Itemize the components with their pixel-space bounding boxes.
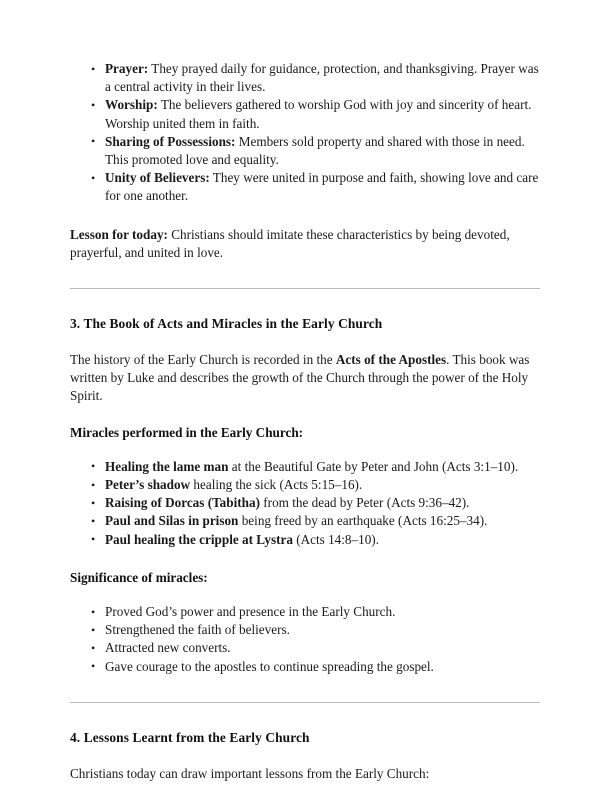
list-item-term: Healing the lame man bbox=[105, 458, 229, 474]
significance-subheading: Significance of miracles: bbox=[70, 569, 208, 585]
spacer bbox=[70, 676, 540, 702]
list-item-text: from the dead by Peter (Acts 9:36–42). bbox=[259, 495, 470, 511]
spacer bbox=[70, 587, 540, 603]
significance-list bbox=[70, 603, 540, 676]
list-item-text: Proved God’s power and presence in the Early Church. bbox=[105, 604, 396, 620]
list-item-text: being freed by an earthquake (Acts 16:25–34). bbox=[238, 513, 488, 529]
list-item-term: Worship: bbox=[105, 97, 158, 113]
acts-of-the-apostles-emphasis: Acts of the Apostles bbox=[335, 352, 447, 368]
section-3-heading: 3. The Book of Acts and Miracles in the Early Church bbox=[70, 316, 383, 332]
list-item bbox=[70, 531, 540, 549]
list-item-text: The believers gathered to worship God with joy and sincerity of heart. Worship united them in faith. bbox=[105, 97, 532, 131]
list-item bbox=[70, 512, 540, 530]
list-item-text: They prayed daily for guidance, protection, and thanksgiving. Prayer was a central activity in their lives. bbox=[105, 61, 539, 95]
list-item bbox=[70, 169, 540, 205]
list-item-term: Raising of Dorcas (Tabitha) bbox=[105, 495, 260, 511]
list-item-text: healing the sick (Acts 5:15–16). bbox=[190, 477, 363, 493]
list-item-term: Unity of Believers: bbox=[105, 170, 210, 186]
list-item-text: Members sold property and shared with those in need. This promoted love and equality. bbox=[105, 133, 525, 168]
list-item-term: Peter’s shadow bbox=[105, 477, 191, 493]
characteristics-list bbox=[70, 60, 540, 206]
list-item-term: Paul healing the cripple at Lystra bbox=[105, 531, 293, 547]
section-4-heading: 4. Lessons Learnt from the Early Church bbox=[70, 729, 310, 745]
spacer bbox=[70, 289, 540, 315]
list-item bbox=[70, 458, 540, 476]
list-item bbox=[70, 60, 540, 96]
list-item-text: Gave courage to the apostles to continue spreading the gospel. bbox=[105, 658, 434, 674]
section-3-intro-part2: . This book was written by Luke and describes the growth of the Church through the power of the Holy Spirit. bbox=[70, 352, 530, 404]
list-item bbox=[70, 658, 540, 676]
lesson-for-today-text: Christians should imitate these characteristics by being devoted, prayerful, and united in love. bbox=[70, 226, 510, 260]
section-4-intro-paragraph: Christians today can draw important lessons from the Early Church: bbox=[70, 765, 430, 781]
list-item-text: Strengthened the faith of believers. bbox=[105, 622, 290, 638]
list-item bbox=[70, 96, 540, 132]
list-item bbox=[70, 621, 540, 639]
lesson-for-today-label: Lesson for today: bbox=[70, 226, 168, 242]
spacer bbox=[70, 703, 540, 729]
spacer bbox=[70, 442, 540, 458]
list-item bbox=[70, 133, 540, 169]
section-3-intro-part1: The history of the Early Church is recorded in the bbox=[70, 352, 336, 368]
list-item-term: Prayer: bbox=[105, 61, 149, 76]
miracles-subheading: Miracles performed in the Early Church: bbox=[70, 424, 304, 440]
list-item-text: They were united in purpose and faith, showing love and care for one another. bbox=[105, 170, 539, 204]
list-item-text: Attracted new converts. bbox=[105, 640, 231, 656]
list-item-text: at the Beautiful Gate by Peter and John (Acts 3:1–10). bbox=[228, 458, 519, 474]
spacer bbox=[70, 206, 540, 226]
spacer bbox=[70, 549, 540, 569]
spacer bbox=[70, 747, 540, 765]
spacer bbox=[70, 262, 540, 288]
list-item bbox=[70, 494, 540, 512]
list-item bbox=[70, 603, 540, 621]
miracles-list bbox=[70, 458, 540, 549]
list-item bbox=[70, 476, 540, 494]
section-3-intro-paragraph bbox=[70, 351, 540, 406]
list-item-term: Paul and Silas in prison bbox=[105, 513, 239, 529]
spacer bbox=[70, 406, 540, 424]
list-item-term: Sharing of Possessions: bbox=[105, 133, 236, 149]
lesson-for-today-paragraph bbox=[70, 226, 540, 262]
list-item bbox=[70, 639, 540, 657]
spacer bbox=[70, 333, 540, 351]
list-item-text: (Acts 14:8–10). bbox=[292, 531, 379, 547]
document-content bbox=[70, 60, 540, 783]
